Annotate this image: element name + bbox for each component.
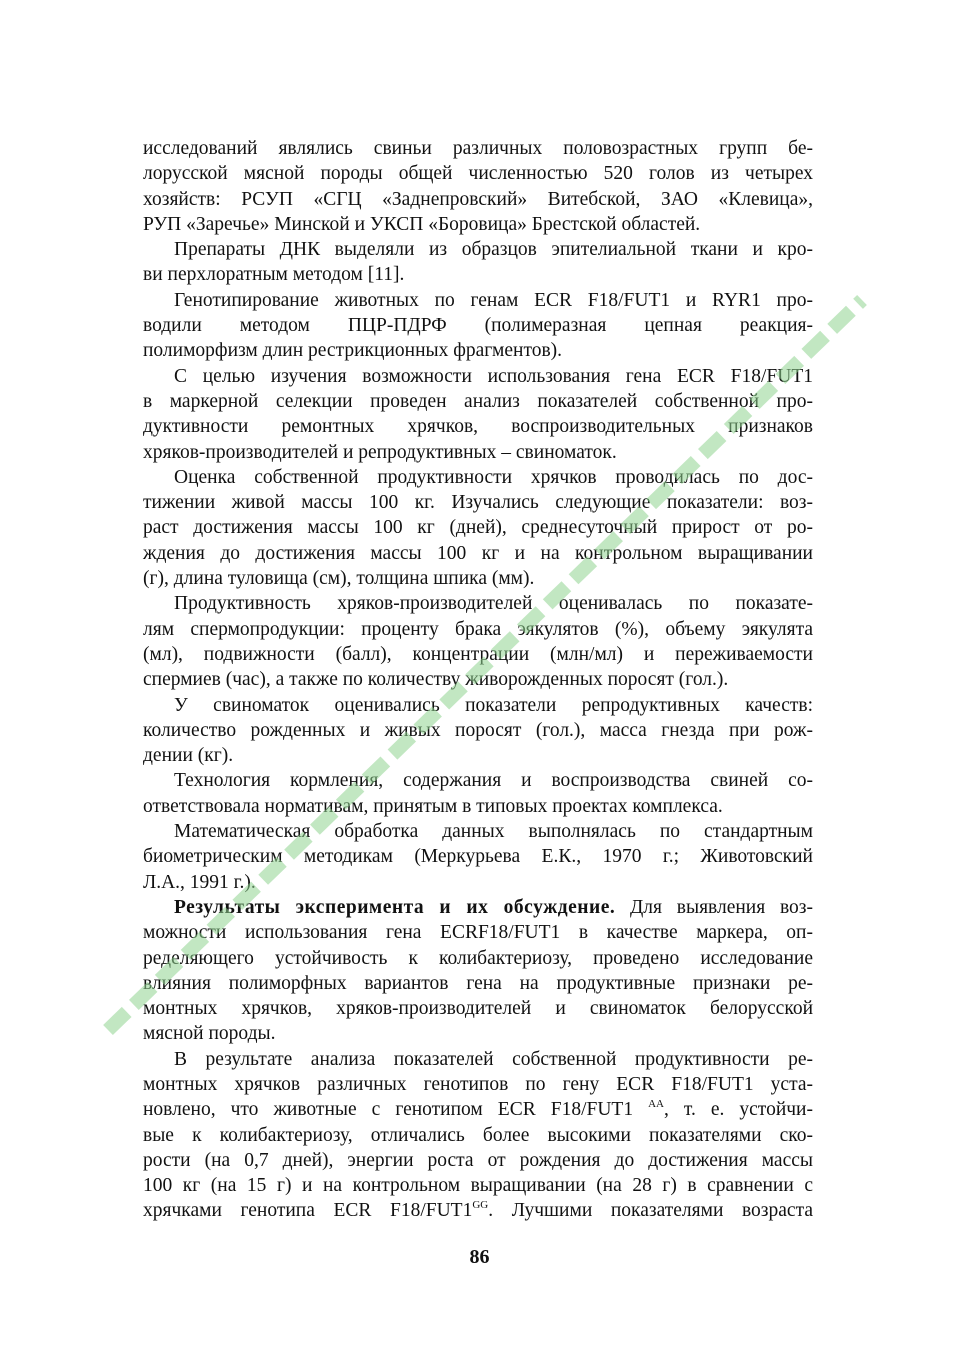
text-line: водили методом ПЦР-ПДРФ (полимеразная цепная реакция-	[143, 315, 813, 337]
text-line: дении (кг).	[143, 745, 234, 767]
text-line: 100 кг (на 15 г) и на контрольном выращивании (на 28 г) в сравнении с	[143, 1175, 813, 1197]
text-line: монтных хрячков различных генотипов по гену ECR F18/FUT1 уста-	[143, 1073, 813, 1095]
text-line	[143, 895, 813, 920]
text-line: Математическая обработка данных выполнялась по стандартным	[174, 821, 813, 843]
superscript: GG	[472, 1199, 489, 1212]
text-line: (г), длина туловища (см), толщина шпика (мм).	[143, 568, 535, 590]
text-line: вые к колибактериозу, отличались более высокими показателями ско-	[143, 1124, 813, 1146]
text-line: ждения до достижения массы 100 кг и на контрольном выращивании	[143, 542, 813, 564]
text-line: тижении живой массы 100 кг. Изучались следующие показатели: воз-	[143, 492, 813, 514]
text-run: . Лучшими показателями возраста	[488, 1200, 813, 1222]
text-line: ределяющего устойчивость к колибактериозу, проведено исследование	[143, 947, 813, 969]
text-line: дуктивности ремонтных хрячков, воспроизводительных признаков	[143, 416, 813, 438]
paragraph	[143, 136, 813, 237]
text-line: количество рожденных и живых поросят (гол.), масса гнезда при рож-	[143, 719, 813, 741]
text-line: В результате анализа показателей собственной продуктивности ре-	[174, 1048, 813, 1070]
paragraph	[143, 1047, 813, 1224]
superscript: AA	[648, 1098, 664, 1111]
text-line: раст достижения массы 100 кг (дней), среднесуточный прирост от ро-	[143, 517, 813, 539]
paragraph	[143, 364, 813, 465]
text-line: Генотипирование животных по генам ECR F18/FUT1 и RYR1 про-	[174, 289, 813, 311]
page-number: 86	[469, 1246, 490, 1268]
text-line: влияния полиморфных вариантов гена на продуктивные признаки ре-	[143, 972, 813, 994]
results-heading: Результаты эксперимента и их обсуждение.	[174, 896, 616, 918]
text-line: монтных хрячков, хряков-производителей и свиноматок белорусской	[143, 998, 813, 1020]
text-line: спермиев (час), а также по количеству живорожденных поросят (гол.).	[143, 669, 729, 691]
text-line: Препараты ДНК выделяли из образцов эпителиальной ткани и кро-	[174, 239, 813, 261]
paragraph	[143, 768, 813, 819]
body-text	[143, 136, 813, 1224]
text-line: рости (на 0,7 дней), энергии роста от рождения до достижения массы	[143, 1149, 813, 1171]
text-run: Для выявления воз-	[615, 896, 813, 918]
text-line	[143, 1198, 813, 1223]
paragraph	[143, 819, 813, 895]
text-line	[143, 1097, 813, 1122]
paragraph	[143, 288, 813, 364]
paragraph	[143, 591, 813, 692]
text-line: Оценка собственной продуктивности хрячков проводилась по дос-	[174, 466, 813, 488]
text-line: С целью изучения возможности использования гена ECR F18/FUT1	[174, 365, 813, 387]
paragraph	[143, 465, 813, 591]
text-run: новлено, что животные с генотипом ECR F18/FUT1	[143, 1099, 649, 1121]
text-line: РУП «Заречье» Минской и УКСП «Боровица» Брестской областей.	[143, 213, 701, 235]
text-line: лорусской мясной породы общей численностью 520 голов из четырех	[143, 163, 813, 185]
text-line: ви перхлоратным методом [11].	[143, 264, 405, 286]
text-line: полиморфизм длин рестрикционных фрагментов).	[143, 340, 563, 362]
text-line: Продуктивность хряков-производителей оценивалась по показате-	[174, 593, 813, 615]
text-line: Л.А., 1991 г.).	[143, 871, 256, 893]
text-line: исследований являлись свиньи различных половозрастных групп бе-	[143, 138, 813, 159]
text-line: в маркерной селекции проведен анализ показателей собственной про-	[143, 390, 813, 412]
text-line: хозяйств: РСУП «СГЦ «Заднепровский» Витебской, ЗАО «Клевица»,	[143, 188, 813, 210]
paragraph	[143, 693, 813, 769]
text-line: Технология кормления, содержания и воспроизводства свиней со-	[174, 770, 813, 792]
text-line: (мл), подвижности (балл), концентрации (млн/мл) и переживаемости	[143, 643, 813, 665]
text-run: , т. е. устойчи-	[664, 1099, 813, 1121]
text-line: хряков-производителей и репродуктивных – свиноматок.	[143, 441, 617, 463]
paragraph	[143, 237, 813, 288]
text-line: биометрическим методикам (Меркурьева Е.К., 1970 г.; Животовский	[143, 846, 813, 868]
text-line: можности использования гена ECRF18/FUT1 в качестве маркера, оп-	[143, 922, 813, 944]
text-line: лям спермопродукции: проценту брака эякулятов (%), объему эякулята	[143, 618, 813, 640]
results-paragraph	[143, 895, 813, 1047]
text-line: ответствовала нормативам, принятым в типовых проектах комплекса.	[143, 795, 723, 817]
text-line: У свиноматок оценивались показатели репродуктивных качеств:	[174, 694, 813, 716]
text-run: хрячками генотипа ECR F18/FUT1	[143, 1200, 473, 1222]
text-line: мясной породы.	[143, 1023, 276, 1045]
